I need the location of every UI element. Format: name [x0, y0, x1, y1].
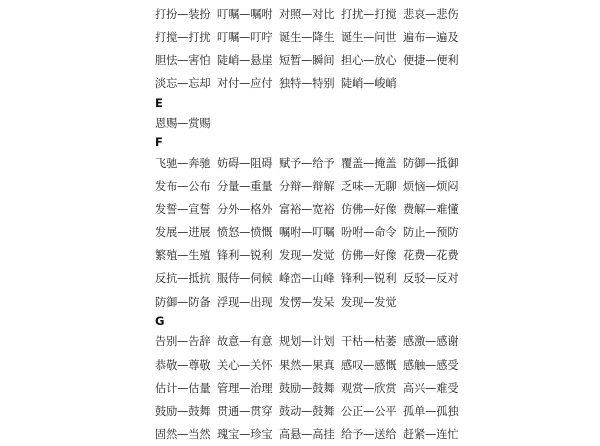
- word-pair: 对照—对比: [279, 7, 335, 21]
- word-pair-row: [155, 197, 600, 220]
- word-pair: 发誓—宣誓: [155, 202, 211, 216]
- word-pair: 诞生—问世: [341, 30, 397, 44]
- word-pair: 孤单—孤独: [403, 404, 459, 418]
- word-pair: 感激—感谢: [403, 335, 459, 349]
- section-heading: G: [155, 314, 165, 329]
- word-pair: 故意—有意: [217, 335, 273, 349]
- word-pair: 公正—公平: [341, 404, 397, 418]
- word-pair: 果然—果真: [279, 358, 335, 372]
- word-pair: 妨碍—阻碍: [217, 156, 273, 170]
- word-pair: 发现—发觉: [279, 249, 335, 263]
- word-pair: 诞生—降生: [279, 30, 335, 44]
- word-pair: 花费—花费: [403, 249, 459, 263]
- word-pair-row: [155, 290, 600, 313]
- word-pair-row: [155, 244, 600, 267]
- word-pair: 对付—应付: [217, 77, 273, 91]
- word-pair-row: [155, 174, 600, 197]
- section-heading: F: [155, 135, 163, 150]
- word-pair: 管理—治理: [217, 381, 273, 395]
- word-pair: 打搅—打扰: [155, 30, 211, 44]
- word-pair: 仿佛—好像: [341, 249, 397, 263]
- word-pair: 鼓励—鼓舞: [279, 381, 335, 395]
- word-pair: 防止—预防: [403, 226, 459, 240]
- word-pair-row: [155, 48, 600, 71]
- word-pair: 贯通—贯穿: [217, 404, 273, 418]
- word-pair-row: [155, 111, 600, 134]
- word-pair-row: [155, 423, 600, 446]
- word-pair: 遍布—遍及: [403, 30, 459, 44]
- word-pair: 悲哀—悲伤: [403, 7, 459, 21]
- word-pair: 发现—发觉: [341, 295, 397, 309]
- word-pair: 吩咐—命令: [341, 226, 397, 240]
- word-pair: 愤怒—愤慨: [217, 226, 273, 240]
- word-pair: 锋利—锐利: [341, 272, 397, 286]
- word-pair: 叮嘱—嘱咐: [217, 7, 273, 21]
- word-pair: 峰峦—山峰: [279, 272, 335, 286]
- word-pair: 胆怯—害怕: [155, 53, 211, 67]
- word-pair: 防御—抵御: [403, 156, 459, 170]
- word-pair: 仿佛—好像: [341, 202, 397, 216]
- word-pair: 覆盖—掩盖: [341, 156, 397, 170]
- word-pair: 感触—感受: [403, 358, 459, 372]
- word-pair: 告别—告辞: [155, 335, 211, 349]
- word-pair: 反驳—反对: [403, 272, 459, 286]
- word-pair: 赋予—给予: [279, 156, 335, 170]
- word-pair: 富裕—宽裕: [279, 202, 335, 216]
- word-pair: 赶紧—连忙: [403, 428, 459, 442]
- word-pair: 瑰宝—珍宝: [217, 428, 273, 442]
- section-heading: E: [155, 95, 163, 110]
- word-pair: 固然—当然: [155, 428, 211, 442]
- word-pair: 嘱咐—叮嘱: [279, 226, 335, 240]
- word-pair: 打扰—打搅: [341, 7, 397, 21]
- word-pair-row: [155, 72, 600, 95]
- word-pair: 淡忘—忘却: [155, 77, 211, 91]
- word-pair: 干枯—枯萎: [341, 335, 397, 349]
- word-pair: 陡峭—峻峭: [341, 77, 397, 91]
- word-pair: 费解—难懂: [403, 202, 459, 216]
- word-pair: 叮嘱—叮咛: [217, 30, 273, 44]
- word-pair: 发展—进展: [155, 226, 211, 240]
- word-pair-row: [155, 399, 600, 422]
- word-pair: 独特—特别: [279, 77, 335, 91]
- word-pair: 估计—估量: [155, 381, 211, 395]
- word-pair: 分辩—辩解: [279, 179, 335, 193]
- word-pair: 防御—防备: [155, 295, 211, 309]
- word-pair: 恭敬—尊敬: [155, 358, 211, 372]
- word-pair: 烦恼—烦闷: [403, 179, 459, 193]
- word-pair-row: [155, 221, 600, 244]
- word-pair: 感叹—感慨: [341, 358, 397, 372]
- word-pair: 担心—放心: [341, 53, 397, 67]
- word-pair: 鼓励—鼓舞: [155, 404, 211, 418]
- word-pair: 规划—计划: [279, 335, 335, 349]
- word-pair-row: [155, 25, 600, 48]
- word-pair-row: [155, 376, 600, 399]
- word-pair: 短暂—瞬间: [279, 53, 335, 67]
- word-pair: 关心—关怀: [217, 358, 273, 372]
- word-pair: 便捷—便利: [403, 53, 459, 67]
- word-pair: 分外—格外: [217, 202, 273, 216]
- word-pair: 陡峭—悬崖: [217, 53, 273, 67]
- word-pair: 鼓动—鼓舞: [279, 404, 335, 418]
- word-pair: 分量—重量: [217, 179, 273, 193]
- word-pair: 给予—送给: [341, 428, 397, 442]
- word-pair-row: [155, 267, 600, 290]
- word-pair: 发布—公布: [155, 179, 211, 193]
- word-pair: 服侍—伺候: [217, 272, 273, 286]
- word-pair: 乏味—无聊: [341, 179, 397, 193]
- word-pair: 锋利—锐利: [217, 249, 273, 263]
- word-pair: 恩赐—赏赐: [155, 116, 211, 130]
- word-pair: 反抗—抵抗: [155, 272, 211, 286]
- word-pair: 浮现—出现: [217, 295, 273, 309]
- word-pair-row: [155, 151, 600, 174]
- word-pair-row: [155, 2, 600, 25]
- word-pair: 观赏—欣赏: [341, 381, 397, 395]
- word-pair: 飞驰—奔驰: [155, 156, 211, 170]
- word-pair-row: [155, 330, 600, 353]
- word-pair: 打扮—装扮: [155, 7, 211, 21]
- word-pair: 高兴—难受: [403, 381, 459, 395]
- word-pair-row: [155, 353, 600, 376]
- word-pair: 繁殖—生殖: [155, 249, 211, 263]
- word-pair: 高悬—高挂: [279, 428, 335, 442]
- word-pair: 发愣—发呆: [279, 295, 335, 309]
